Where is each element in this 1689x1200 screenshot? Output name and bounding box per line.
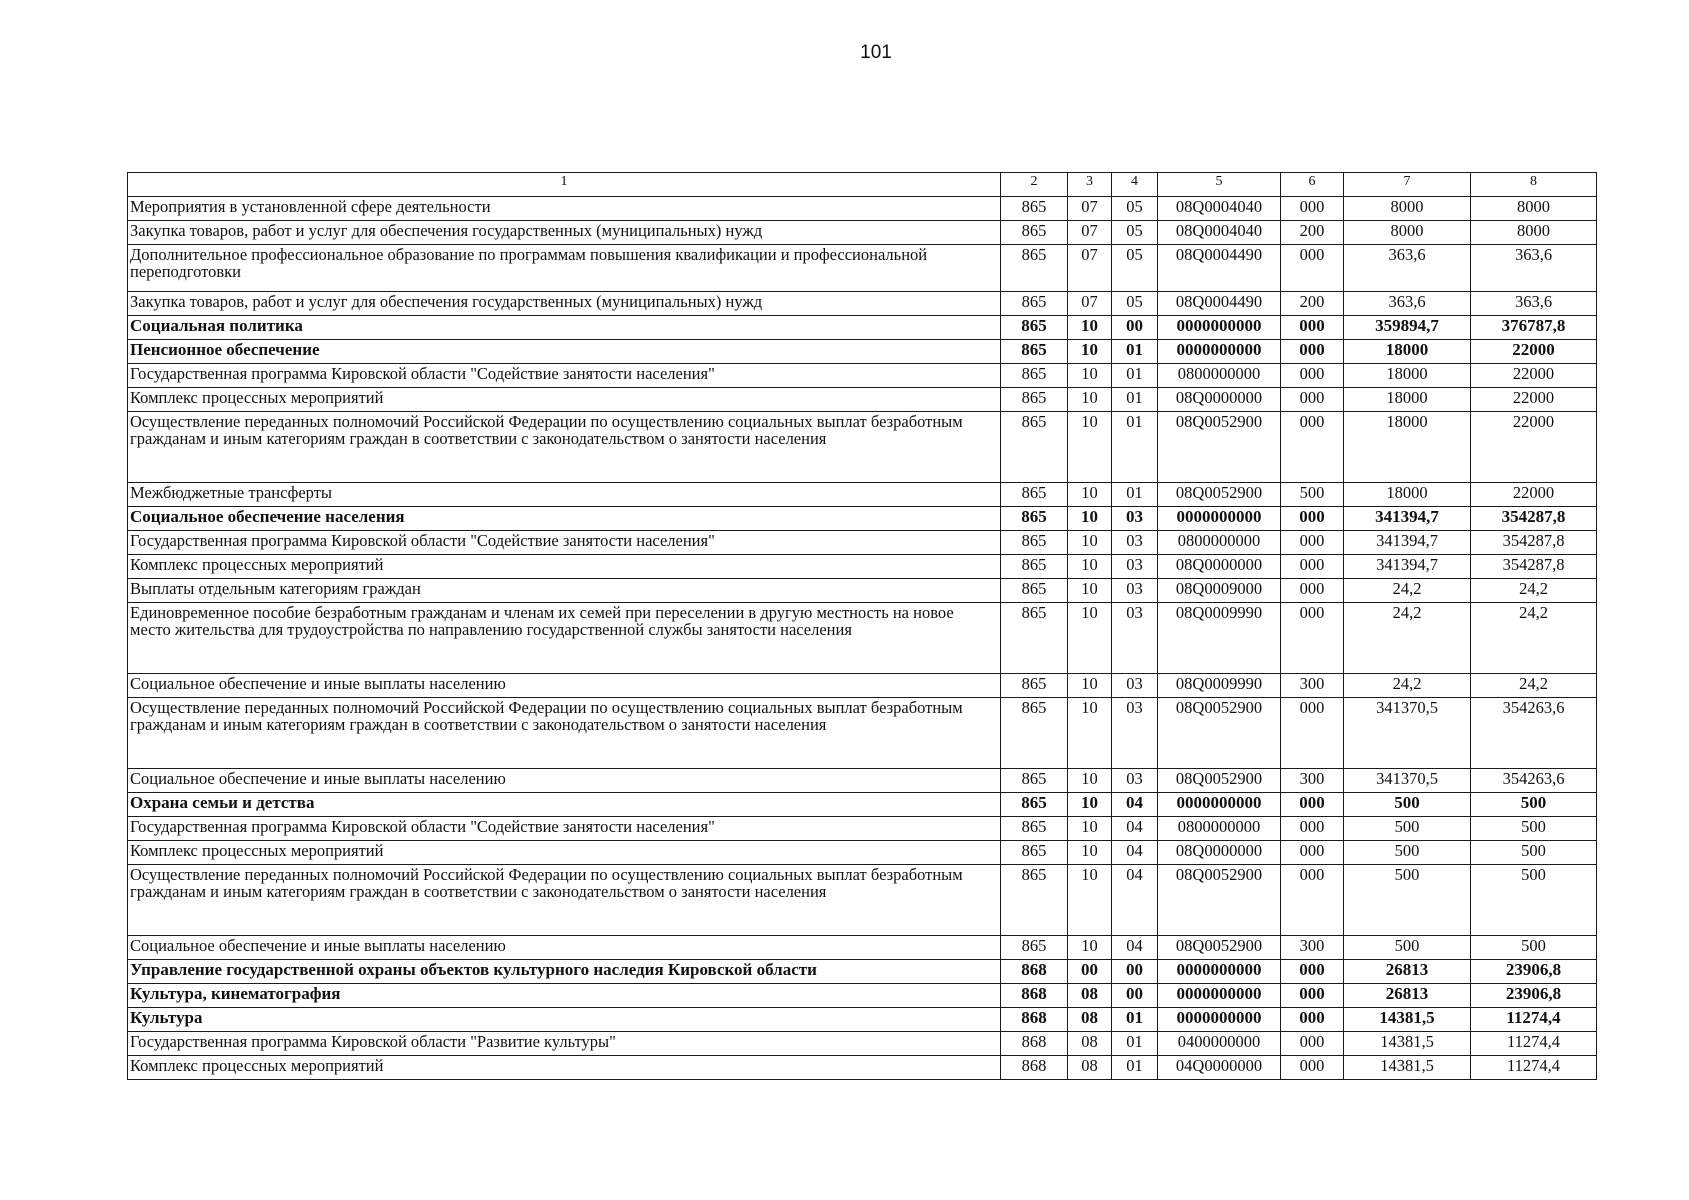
row-code-department: 865 (1001, 555, 1068, 579)
row-code-section: 10 (1068, 507, 1112, 531)
row-amount-year-2: 11274,4 (1471, 1032, 1597, 1056)
header-col-2: 2 (1001, 173, 1068, 197)
row-code-section: 07 (1068, 221, 1112, 245)
row-code-expense-type: 000 (1281, 865, 1344, 936)
table-row (128, 531, 1597, 555)
row-code-department: 865 (1001, 412, 1068, 483)
row-name: Социальная политика (128, 316, 1001, 340)
header-col-1: 1 (128, 173, 1001, 197)
row-amount-year-2: 354263,6 (1471, 698, 1597, 769)
row-code-target-article: 08Q0052900 (1158, 412, 1281, 483)
row-code-department: 865 (1001, 603, 1068, 674)
row-code-expense-type: 500 (1281, 483, 1344, 507)
row-amount-year-2: 354287,8 (1471, 531, 1597, 555)
row-code-subsection: 01 (1112, 1032, 1158, 1056)
row-amount-year-2: 24,2 (1471, 603, 1597, 674)
row-code-target-article: 0000000000 (1158, 507, 1281, 531)
row-amount-year-2: 23906,8 (1471, 984, 1597, 1008)
header-col-5: 5 (1158, 173, 1281, 197)
row-amount-year-1: 24,2 (1344, 603, 1471, 674)
row-code-subsection: 04 (1112, 936, 1158, 960)
row-code-section: 10 (1068, 364, 1112, 388)
row-code-target-article: 0000000000 (1158, 960, 1281, 984)
row-code-target-article: 08Q0000000 (1158, 841, 1281, 865)
row-amount-year-1: 26813 (1344, 984, 1471, 1008)
row-code-section: 10 (1068, 388, 1112, 412)
row-code-target-article: 04Q0000000 (1158, 1056, 1281, 1080)
row-amount-year-1: 18000 (1344, 483, 1471, 507)
row-code-department: 865 (1001, 531, 1068, 555)
row-amount-year-2: 22000 (1471, 364, 1597, 388)
row-code-section: 10 (1068, 841, 1112, 865)
row-code-expense-type: 000 (1281, 960, 1344, 984)
row-code-department: 868 (1001, 1056, 1068, 1080)
row-code-department: 865 (1001, 316, 1068, 340)
table-row (128, 984, 1597, 1008)
row-code-target-article: 08Q0009990 (1158, 674, 1281, 698)
row-name: Комплекс процессных мероприятий (128, 388, 1001, 412)
row-code-subsection: 05 (1112, 197, 1158, 221)
row-code-expense-type: 000 (1281, 507, 1344, 531)
row-name: Государственная программа Кировской области "Содействие занятости населения" (128, 817, 1001, 841)
row-name: Культура, кинематография (128, 984, 1001, 1008)
table-row (128, 221, 1597, 245)
table-row (128, 1056, 1597, 1080)
row-code-expense-type: 000 (1281, 388, 1344, 412)
row-amount-year-1: 14381,5 (1344, 1056, 1471, 1080)
table-row (128, 388, 1597, 412)
row-code-expense-type: 000 (1281, 841, 1344, 865)
table-row (128, 245, 1597, 292)
table-row (128, 603, 1597, 674)
row-amount-year-1: 500 (1344, 936, 1471, 960)
table-row (128, 364, 1597, 388)
row-name: Осуществление переданных полномочий Российской Федерации по осуществлению социальных выплат безработным гражданам и иным категориям граждан в соответствии с законодательством о занятости населения (128, 412, 1001, 483)
table-header (128, 173, 1597, 197)
row-code-target-article: 08Q0004490 (1158, 245, 1281, 292)
row-code-section: 10 (1068, 817, 1112, 841)
row-code-expense-type: 300 (1281, 769, 1344, 793)
row-amount-year-1: 341370,5 (1344, 769, 1471, 793)
row-amount-year-1: 341394,7 (1344, 531, 1471, 555)
row-name: Социальное обеспечение и иные выплаты населению (128, 674, 1001, 698)
row-code-subsection: 03 (1112, 531, 1158, 555)
header-col-7: 7 (1344, 173, 1471, 197)
row-code-department: 865 (1001, 507, 1068, 531)
row-name: Осуществление переданных полномочий Российской Федерации по осуществлению социальных выплат безработным гражданам и иным категориям граждан в соответствии с законодательством о занятости населения (128, 698, 1001, 769)
row-amount-year-2: 363,6 (1471, 292, 1597, 316)
row-code-department: 865 (1001, 817, 1068, 841)
table-body (128, 197, 1597, 1080)
row-code-target-article: 0800000000 (1158, 364, 1281, 388)
table-row (128, 292, 1597, 316)
row-amount-year-1: 8000 (1344, 197, 1471, 221)
row-code-target-article: 08Q0052900 (1158, 698, 1281, 769)
row-amount-year-1: 18000 (1344, 412, 1471, 483)
row-amount-year-1: 341370,5 (1344, 698, 1471, 769)
row-code-expense-type: 000 (1281, 1032, 1344, 1056)
row-code-expense-type: 000 (1281, 1008, 1344, 1032)
row-amount-year-2: 11274,4 (1471, 1008, 1597, 1032)
row-code-subsection: 03 (1112, 769, 1158, 793)
row-code-expense-type: 000 (1281, 698, 1344, 769)
row-code-target-article: 08Q0009000 (1158, 579, 1281, 603)
row-code-department: 865 (1001, 936, 1068, 960)
header-row (128, 173, 1597, 197)
row-code-section: 08 (1068, 1032, 1112, 1056)
row-amount-year-1: 8000 (1344, 221, 1471, 245)
row-amount-year-2: 22000 (1471, 483, 1597, 507)
row-amount-year-2: 23906,8 (1471, 960, 1597, 984)
row-name: Государственная программа Кировской области "Содействие занятости населения" (128, 531, 1001, 555)
table-row (128, 340, 1597, 364)
row-code-target-article: 0800000000 (1158, 817, 1281, 841)
header-col-6: 6 (1281, 173, 1344, 197)
row-amount-year-1: 500 (1344, 841, 1471, 865)
row-name: Межбюджетные трансферты (128, 483, 1001, 507)
budget-table (127, 172, 1597, 1080)
table-row (128, 316, 1597, 340)
row-amount-year-1: 359894,7 (1344, 316, 1471, 340)
table-row (128, 698, 1597, 769)
row-amount-year-2: 376787,8 (1471, 316, 1597, 340)
table-row (128, 555, 1597, 579)
row-name: Закупка товаров, работ и услуг для обеспечения государственных (муниципальных) нужд (128, 292, 1001, 316)
row-code-expense-type: 000 (1281, 984, 1344, 1008)
row-amount-year-1: 363,6 (1344, 292, 1471, 316)
header-col-8: 8 (1471, 173, 1597, 197)
row-code-department: 868 (1001, 960, 1068, 984)
row-code-expense-type: 000 (1281, 197, 1344, 221)
row-name: Осуществление переданных полномочий Российской Федерации по осуществлению социальных выплат безработным гражданам и иным категориям граждан в соответствии с законодательством о занятости населения (128, 865, 1001, 936)
row-code-target-article: 0000000000 (1158, 340, 1281, 364)
row-name: Государственная программа Кировской области "Развитие культуры" (128, 1032, 1001, 1056)
row-code-department: 868 (1001, 1032, 1068, 1056)
row-amount-year-2: 500 (1471, 865, 1597, 936)
row-code-expense-type: 200 (1281, 221, 1344, 245)
row-code-subsection: 00 (1112, 960, 1158, 984)
row-amount-year-1: 24,2 (1344, 579, 1471, 603)
row-code-target-article: 08Q0004490 (1158, 292, 1281, 316)
row-name: Выплаты отдельным категориям граждан (128, 579, 1001, 603)
row-code-expense-type: 000 (1281, 579, 1344, 603)
table-row (128, 507, 1597, 531)
row-amount-year-2: 8000 (1471, 221, 1597, 245)
row-code-department: 865 (1001, 197, 1068, 221)
row-code-subsection: 01 (1112, 1056, 1158, 1080)
row-code-target-article: 08Q0052900 (1158, 936, 1281, 960)
row-name: Социальное обеспечение и иные выплаты населению (128, 936, 1001, 960)
row-code-subsection: 01 (1112, 364, 1158, 388)
row-code-section: 07 (1068, 245, 1112, 292)
row-amount-year-2: 354263,6 (1471, 769, 1597, 793)
row-code-expense-type: 000 (1281, 555, 1344, 579)
row-code-expense-type: 000 (1281, 316, 1344, 340)
table-row (128, 1032, 1597, 1056)
table-row (128, 865, 1597, 936)
row-code-section: 07 (1068, 292, 1112, 316)
row-code-subsection: 03 (1112, 674, 1158, 698)
row-code-department: 865 (1001, 292, 1068, 316)
row-code-department: 865 (1001, 769, 1068, 793)
row-code-subsection: 01 (1112, 483, 1158, 507)
row-code-department: 865 (1001, 388, 1068, 412)
row-name: Управление государственной охраны объектов культурного наследия Кировской области (128, 960, 1001, 984)
row-code-expense-type: 300 (1281, 674, 1344, 698)
row-code-section: 10 (1068, 793, 1112, 817)
header-col-3: 3 (1068, 173, 1112, 197)
row-name: Охрана семьи и детства (128, 793, 1001, 817)
row-code-section: 10 (1068, 316, 1112, 340)
row-code-subsection: 01 (1112, 388, 1158, 412)
row-name: Комплекс процессных мероприятий (128, 555, 1001, 579)
row-code-section: 10 (1068, 603, 1112, 674)
row-code-section: 08 (1068, 1008, 1112, 1032)
table-row (128, 483, 1597, 507)
row-amount-year-1: 18000 (1344, 364, 1471, 388)
row-name: Культура (128, 1008, 1001, 1032)
row-amount-year-1: 14381,5 (1344, 1008, 1471, 1032)
row-name: Комплекс процессных мероприятий (128, 1056, 1001, 1080)
row-code-department: 865 (1001, 865, 1068, 936)
row-code-subsection: 01 (1112, 412, 1158, 483)
row-code-subsection: 04 (1112, 793, 1158, 817)
row-name: Закупка товаров, работ и услуг для обеспечения государственных (муниципальных) нужд (128, 221, 1001, 245)
row-code-subsection: 03 (1112, 555, 1158, 579)
row-name: Дополнительное профессиональное образование по программам повышения квалификации и профессиональной переподготовки (128, 245, 1001, 292)
row-code-subsection: 04 (1112, 841, 1158, 865)
row-amount-year-1: 363,6 (1344, 245, 1471, 292)
row-code-department: 865 (1001, 579, 1068, 603)
row-name: Социальное обеспечение населения (128, 507, 1001, 531)
row-code-section: 10 (1068, 936, 1112, 960)
row-code-department: 865 (1001, 793, 1068, 817)
row-code-section: 10 (1068, 340, 1112, 364)
row-amount-year-2: 24,2 (1471, 579, 1597, 603)
row-code-target-article: 0000000000 (1158, 793, 1281, 817)
row-code-expense-type: 000 (1281, 531, 1344, 555)
row-code-expense-type: 000 (1281, 793, 1344, 817)
row-code-target-article: 08Q0052900 (1158, 865, 1281, 936)
table-row (128, 412, 1597, 483)
row-code-subsection: 05 (1112, 245, 1158, 292)
row-amount-year-1: 500 (1344, 793, 1471, 817)
page-number: 101 (860, 42, 892, 63)
row-code-department: 865 (1001, 674, 1068, 698)
table-row (128, 674, 1597, 698)
row-amount-year-1: 24,2 (1344, 674, 1471, 698)
row-code-expense-type: 000 (1281, 817, 1344, 841)
row-code-section: 08 (1068, 984, 1112, 1008)
table-row (128, 841, 1597, 865)
row-amount-year-2: 500 (1471, 793, 1597, 817)
row-amount-year-2: 354287,8 (1471, 507, 1597, 531)
row-name: Мероприятия в установленной сфере деятельности (128, 197, 1001, 221)
row-code-expense-type: 000 (1281, 1056, 1344, 1080)
row-code-department: 868 (1001, 984, 1068, 1008)
row-code-subsection: 05 (1112, 221, 1158, 245)
row-amount-year-2: 354287,8 (1471, 555, 1597, 579)
row-code-section: 10 (1068, 769, 1112, 793)
row-code-target-article: 0000000000 (1158, 316, 1281, 340)
row-amount-year-2: 500 (1471, 817, 1597, 841)
row-name: Пенсионное обеспечение (128, 340, 1001, 364)
row-amount-year-1: 14381,5 (1344, 1032, 1471, 1056)
row-code-target-article: 08Q0052900 (1158, 769, 1281, 793)
row-code-section: 10 (1068, 579, 1112, 603)
row-amount-year-2: 8000 (1471, 197, 1597, 221)
row-code-section: 10 (1068, 865, 1112, 936)
row-code-target-article: 08Q0000000 (1158, 555, 1281, 579)
row-amount-year-1: 26813 (1344, 960, 1471, 984)
row-code-department: 868 (1001, 1008, 1068, 1032)
row-code-expense-type: 300 (1281, 936, 1344, 960)
row-code-subsection: 04 (1112, 865, 1158, 936)
row-code-subsection: 04 (1112, 817, 1158, 841)
row-code-section: 10 (1068, 698, 1112, 769)
row-code-section: 10 (1068, 531, 1112, 555)
row-amount-year-2: 11274,4 (1471, 1056, 1597, 1080)
row-amount-year-1: 18000 (1344, 388, 1471, 412)
row-code-target-article: 0000000000 (1158, 984, 1281, 1008)
row-code-department: 865 (1001, 364, 1068, 388)
row-amount-year-2: 22000 (1471, 412, 1597, 483)
table-row (128, 197, 1597, 221)
row-amount-year-2: 22000 (1471, 340, 1597, 364)
row-amount-year-2: 22000 (1471, 388, 1597, 412)
row-code-expense-type: 000 (1281, 340, 1344, 364)
row-name: Комплекс процессных мероприятий (128, 841, 1001, 865)
table-row (128, 769, 1597, 793)
row-code-expense-type: 000 (1281, 364, 1344, 388)
row-code-department: 865 (1001, 245, 1068, 292)
row-code-subsection: 03 (1112, 698, 1158, 769)
row-amount-year-1: 500 (1344, 865, 1471, 936)
header-col-4: 4 (1112, 173, 1158, 197)
table-row (128, 793, 1597, 817)
row-amount-year-2: 500 (1471, 936, 1597, 960)
row-code-subsection: 01 (1112, 1008, 1158, 1032)
row-code-subsection: 00 (1112, 316, 1158, 340)
row-code-subsection: 05 (1112, 292, 1158, 316)
row-amount-year-2: 24,2 (1471, 674, 1597, 698)
row-code-target-article: 0000000000 (1158, 1008, 1281, 1032)
row-code-target-article: 08Q0004040 (1158, 221, 1281, 245)
row-name: Государственная программа Кировской области "Содействие занятости населения" (128, 364, 1001, 388)
row-amount-year-1: 341394,7 (1344, 507, 1471, 531)
row-code-target-article: 08Q0009990 (1158, 603, 1281, 674)
row-code-target-article: 08Q0004040 (1158, 197, 1281, 221)
row-amount-year-1: 18000 (1344, 340, 1471, 364)
row-code-section: 10 (1068, 483, 1112, 507)
row-name: Единовременное пособие безработным гражданам и членам их семей при переселении в другую местность на новое место жительства для трудоустройства по направлению государственной службы занятости населения (128, 603, 1001, 674)
table-row (128, 817, 1597, 841)
row-amount-year-1: 500 (1344, 817, 1471, 841)
row-code-expense-type: 000 (1281, 245, 1344, 292)
row-code-subsection: 03 (1112, 603, 1158, 674)
row-name: Социальное обеспечение и иные выплаты населению (128, 769, 1001, 793)
row-code-department: 865 (1001, 698, 1068, 769)
row-code-target-article: 08Q0000000 (1158, 388, 1281, 412)
row-code-section: 00 (1068, 960, 1112, 984)
row-amount-year-2: 500 (1471, 841, 1597, 865)
table-row (128, 936, 1597, 960)
row-code-department: 865 (1001, 483, 1068, 507)
row-code-section: 08 (1068, 1056, 1112, 1080)
row-code-section: 10 (1068, 555, 1112, 579)
table-row (128, 579, 1597, 603)
row-code-target-article: 08Q0052900 (1158, 483, 1281, 507)
row-code-department: 865 (1001, 841, 1068, 865)
row-code-section: 07 (1068, 197, 1112, 221)
row-amount-year-2: 363,6 (1471, 245, 1597, 292)
row-code-subsection: 03 (1112, 507, 1158, 531)
row-amount-year-1: 341394,7 (1344, 555, 1471, 579)
row-code-expense-type: 000 (1281, 412, 1344, 483)
row-code-section: 10 (1068, 412, 1112, 483)
row-code-department: 865 (1001, 340, 1068, 364)
row-code-department: 865 (1001, 221, 1068, 245)
row-code-subsection: 03 (1112, 579, 1158, 603)
table-row (128, 960, 1597, 984)
row-code-subsection: 00 (1112, 984, 1158, 1008)
row-code-subsection: 01 (1112, 340, 1158, 364)
row-code-section: 10 (1068, 674, 1112, 698)
row-code-expense-type: 000 (1281, 603, 1344, 674)
row-code-target-article: 0800000000 (1158, 531, 1281, 555)
row-code-expense-type: 200 (1281, 292, 1344, 316)
row-code-target-article: 0400000000 (1158, 1032, 1281, 1056)
table-row (128, 1008, 1597, 1032)
